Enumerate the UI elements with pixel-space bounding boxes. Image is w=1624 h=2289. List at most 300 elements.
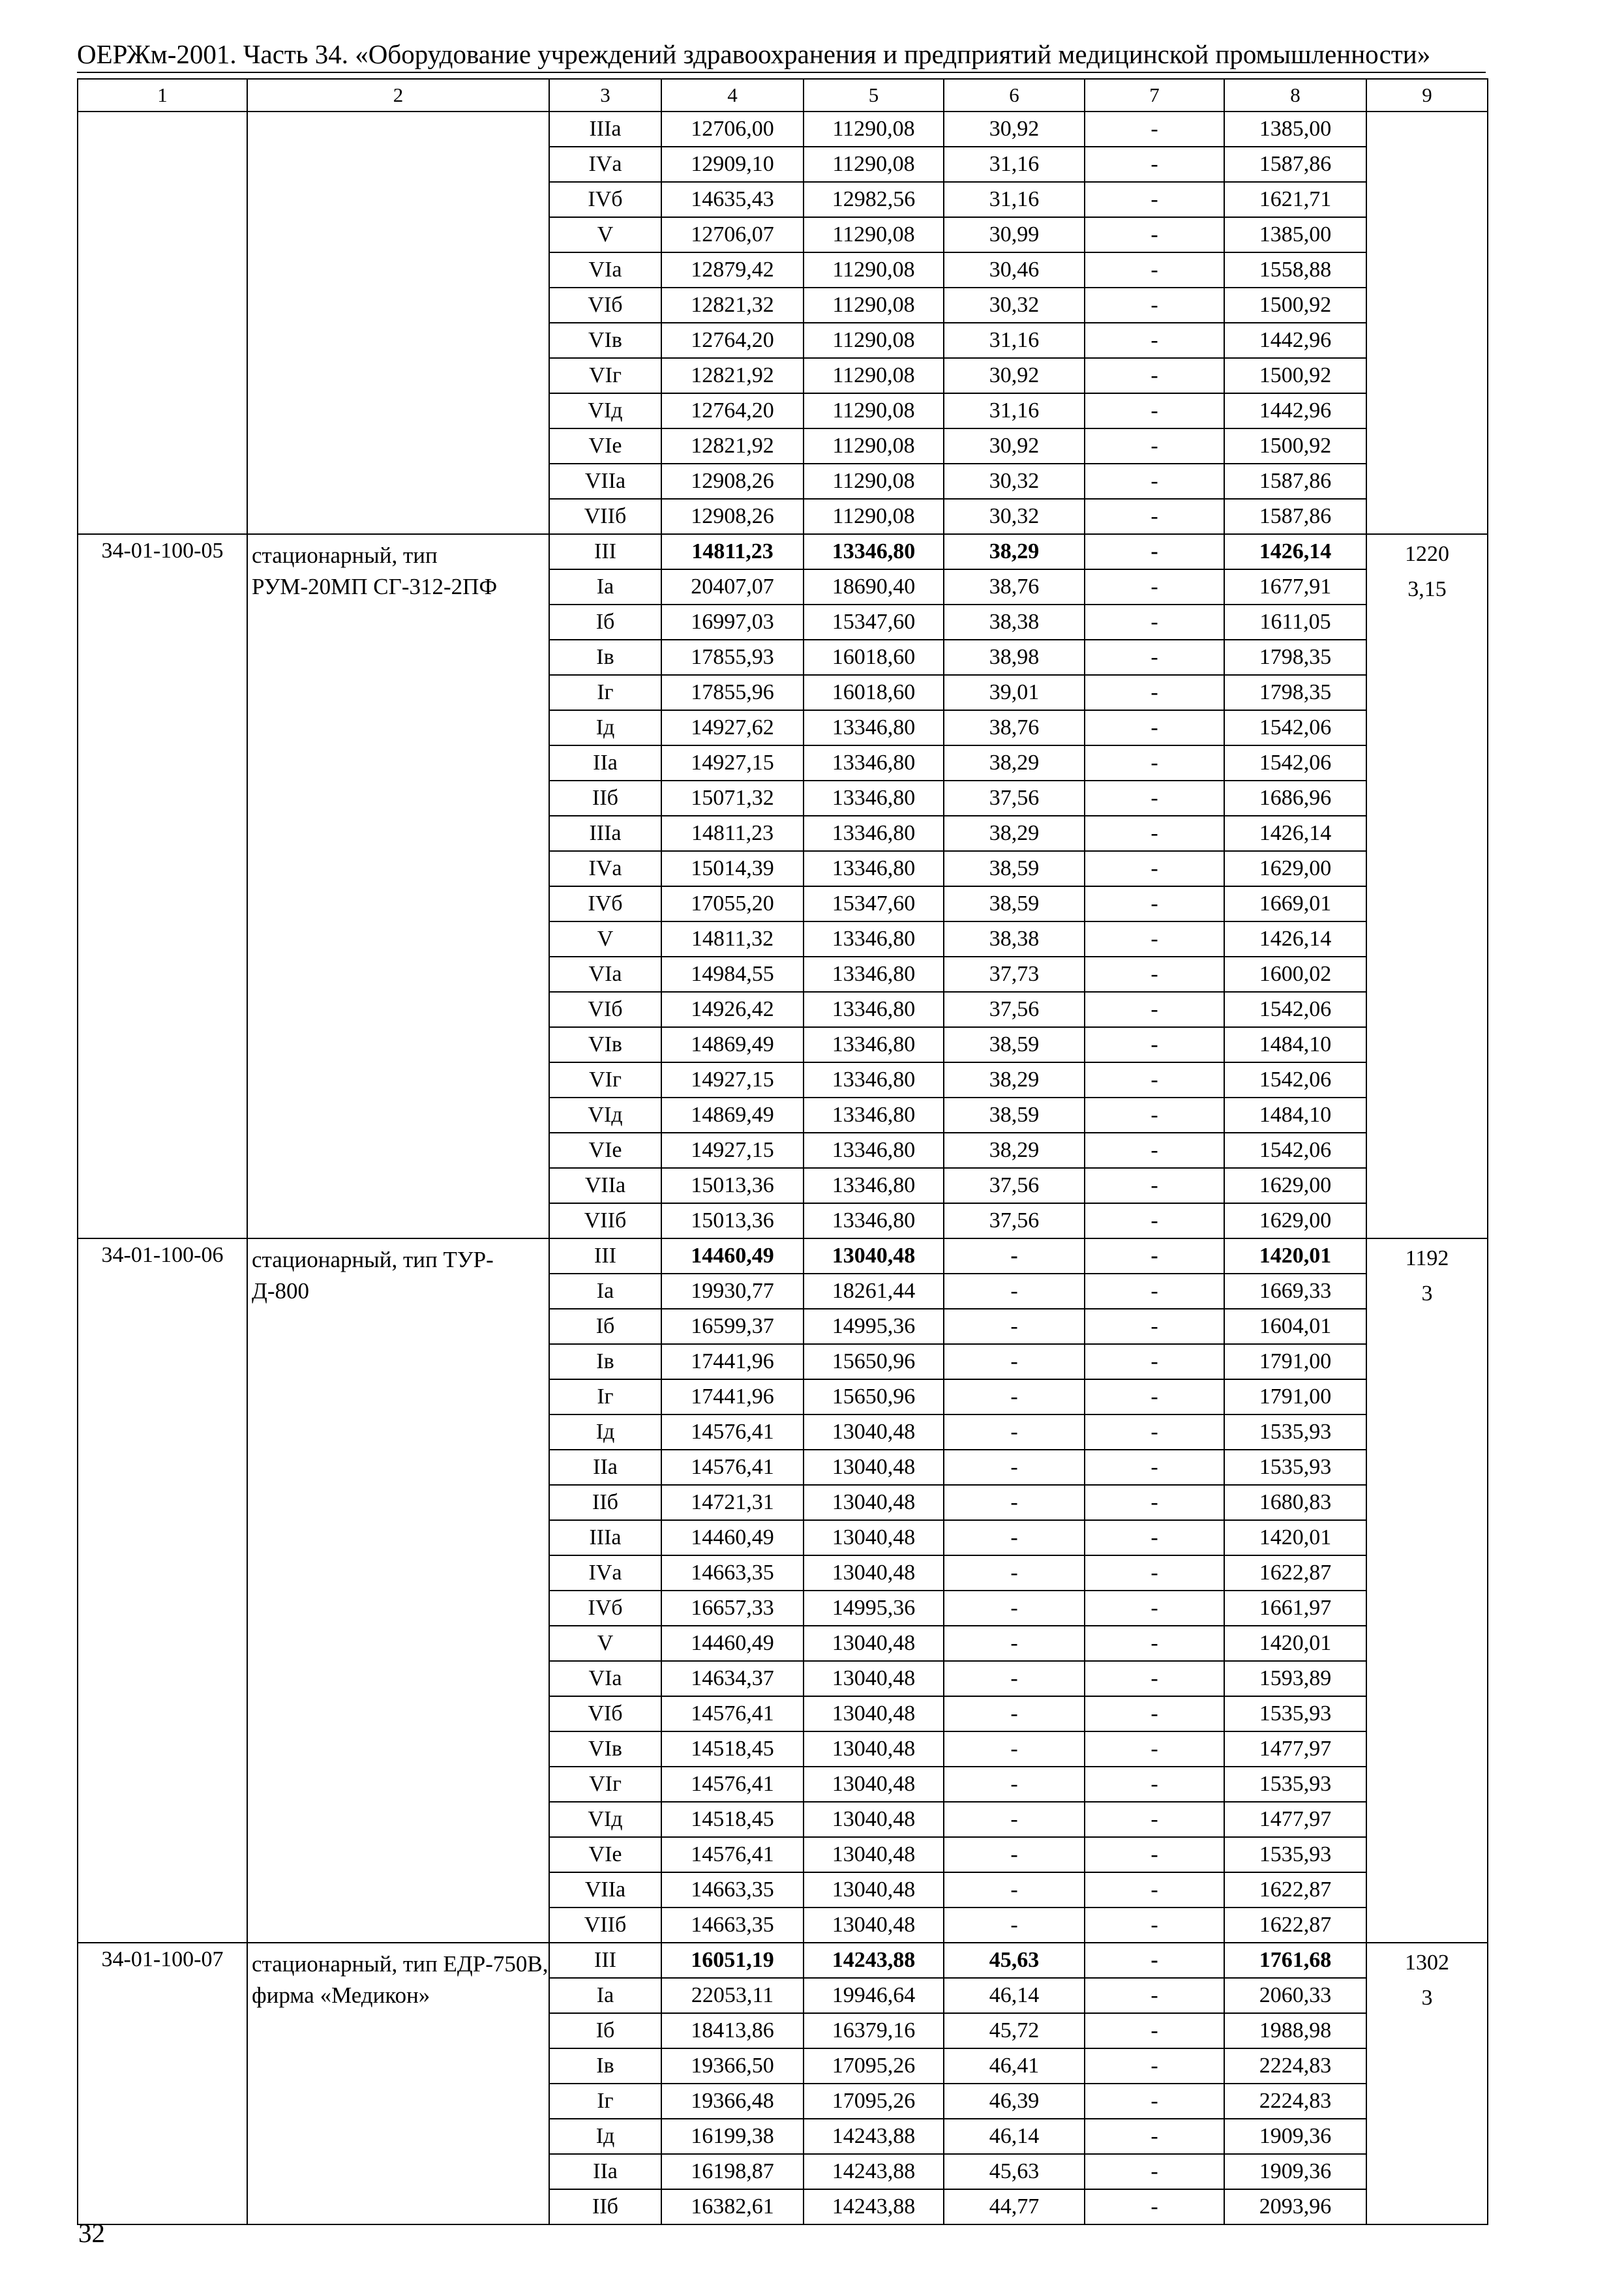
wages-cell: 13346,80 [804, 957, 944, 992]
machines-cell: - [944, 1414, 1085, 1450]
materials-cell: 1587,86 [1224, 464, 1366, 499]
total-cost-cell: 14635,43 [661, 182, 804, 217]
zone-cell: Iб [549, 2013, 661, 2048]
machines-cell: 30,46 [944, 252, 1085, 288]
column-number: 3 [549, 79, 661, 112]
column-number: 9 [1366, 79, 1488, 112]
total-cost-cell: 16382,61 [661, 2189, 804, 2224]
zone-cell: VIIб [549, 499, 661, 534]
materials-cell: 1661,97 [1224, 1591, 1366, 1626]
total-cost-cell: 17441,96 [661, 1379, 804, 1414]
labor-cost-cell [1366, 1238, 1488, 1943]
zone-cell: VIб [549, 288, 661, 323]
wages-cell: 14243,88 [804, 1943, 944, 1978]
zone-cell: VIд [549, 1802, 661, 1837]
zone-cell: VIд [549, 393, 661, 428]
total-cost-cell: 19930,77 [661, 1274, 804, 1309]
machines-cell: - [944, 1731, 1085, 1767]
machines-cell: 37,56 [944, 1203, 1085, 1238]
wages-cell: 18261,44 [804, 1274, 944, 1309]
machines-cell: 31,16 [944, 182, 1085, 217]
total-cost-cell: 14576,41 [661, 1837, 804, 1872]
zone-cell: IIб [549, 1485, 661, 1520]
zone-cell: VIг [549, 1767, 661, 1802]
position-code: 34-01-100-05 [78, 534, 247, 1238]
zone-cell: IVб [549, 182, 661, 217]
materials-cell: 1686,96 [1224, 781, 1366, 816]
total-cost-cell: 12764,20 [661, 323, 804, 358]
materials-cell: 1500,92 [1224, 288, 1366, 323]
zone-cell: IVа [549, 147, 661, 182]
total-cost-cell: 12908,26 [661, 499, 804, 534]
zone-cell: IVа [549, 851, 661, 886]
wages-cell: 13346,80 [804, 1027, 944, 1062]
zone-cell: VIIб [549, 1203, 661, 1238]
materials-cell: 1621,71 [1224, 182, 1366, 217]
materials-cell: 1622,87 [1224, 1908, 1366, 1943]
column-number: 4 [661, 79, 804, 112]
labor-hours: 1192 [1405, 1246, 1449, 1270]
zone-cell: V [549, 921, 661, 957]
zone-cell: VIв [549, 1027, 661, 1062]
drivers-wages-cell: - [1085, 1767, 1224, 1802]
materials-cell: 1761,68 [1224, 1943, 1366, 1978]
materials-cell: 1909,36 [1224, 2154, 1366, 2189]
machines-cell: 37,56 [944, 1168, 1085, 1203]
drivers-wages-cell: - [1085, 1802, 1224, 1837]
total-cost-cell: 14869,49 [661, 1098, 804, 1133]
drivers-wages-cell: - [1085, 252, 1224, 288]
zone-cell: IVб [549, 886, 661, 921]
wages-cell: 16379,16 [804, 2013, 944, 2048]
machines-cell: 38,38 [944, 605, 1085, 640]
machines-cell: 38,76 [944, 569, 1085, 605]
drivers-wages-cell: - [1085, 1274, 1224, 1309]
machines-cell: - [944, 1837, 1085, 1872]
drivers-wages-cell: - [1085, 1133, 1224, 1168]
materials-cell: 1680,83 [1224, 1485, 1366, 1520]
drivers-wages-cell: - [1085, 464, 1224, 499]
table-row [78, 1943, 1488, 1978]
materials-cell: 1798,35 [1224, 675, 1366, 710]
total-cost-cell: 14518,45 [661, 1802, 804, 1837]
machines-cell: 31,16 [944, 323, 1085, 358]
zone-cell: VIа [549, 957, 661, 992]
wages-cell: 11290,08 [804, 464, 944, 499]
materials-cell: 1426,14 [1224, 816, 1366, 851]
wages-cell: 13346,80 [804, 1098, 944, 1133]
materials-cell: 1622,87 [1224, 1555, 1366, 1591]
total-cost-cell: 14663,35 [661, 1908, 804, 1943]
total-cost-cell: 16599,37 [661, 1309, 804, 1344]
machines-cell: 38,76 [944, 710, 1085, 745]
zone-cell: VIг [549, 1062, 661, 1098]
machines-cell: - [944, 1661, 1085, 1696]
wages-cell: 13346,80 [804, 1203, 944, 1238]
machines-cell: 38,29 [944, 1133, 1085, 1168]
price-table [77, 78, 1488, 2225]
machines-cell: 30,99 [944, 217, 1085, 252]
position-code [78, 112, 247, 534]
wages-cell: 13040,48 [804, 1661, 944, 1696]
total-cost-cell: 14663,35 [661, 1555, 804, 1591]
zone-cell: IIIа [549, 816, 661, 851]
column-number: 6 [944, 79, 1085, 112]
machines-cell: 37,56 [944, 781, 1085, 816]
total-cost-cell: 17855,93 [661, 640, 804, 675]
materials-cell: 1988,98 [1224, 2013, 1366, 2048]
materials-cell: 1426,14 [1224, 921, 1366, 957]
drivers-wages-cell: - [1085, 288, 1224, 323]
machines-cell: 38,38 [944, 921, 1085, 957]
machines-cell: 30,92 [944, 358, 1085, 393]
column-number: 7 [1085, 79, 1224, 112]
labor-hours: 1220 [1405, 542, 1449, 566]
zone-cell: Iв [549, 2048, 661, 2084]
machines-cell: 38,29 [944, 1062, 1085, 1098]
table-row [78, 1238, 1488, 1274]
wages-cell: 13346,80 [804, 534, 944, 569]
drivers-wages-cell: - [1085, 1485, 1224, 1520]
zone-cell: Iг [549, 1379, 661, 1414]
machines-cell: - [944, 1344, 1085, 1379]
zone-cell: VIа [549, 252, 661, 288]
drivers-wages-cell: - [1085, 534, 1224, 569]
wages-cell: 16018,60 [804, 640, 944, 675]
drivers-wages-cell: - [1085, 1978, 1224, 2013]
drivers-wages-cell: - [1085, 323, 1224, 358]
machines-cell: 30,32 [944, 499, 1085, 534]
zone-cell: VIб [549, 992, 661, 1027]
wages-cell: 13346,80 [804, 1133, 944, 1168]
total-cost-cell: 14927,62 [661, 710, 804, 745]
wages-cell: 13040,48 [804, 1414, 944, 1450]
machines-cell: 30,32 [944, 464, 1085, 499]
drivers-wages-cell: - [1085, 745, 1224, 781]
machines-cell: - [944, 1238, 1085, 1274]
total-cost-cell: 16657,33 [661, 1591, 804, 1626]
wages-cell: 15650,96 [804, 1344, 944, 1379]
position-name: стационарный, тип РУМ-20МП СГ-312-2ПФ [247, 534, 549, 1238]
worker-grade: 3 [1421, 1281, 1433, 1306]
materials-cell: 1484,10 [1224, 1098, 1366, 1133]
materials-cell: 1600,02 [1224, 957, 1366, 992]
drivers-wages-cell: - [1085, 1344, 1224, 1379]
drivers-wages-cell: - [1085, 816, 1224, 851]
wages-cell: 11290,08 [804, 428, 944, 464]
total-cost-cell: 14869,49 [661, 1027, 804, 1062]
drivers-wages-cell: - [1085, 393, 1224, 428]
machines-cell: 37,73 [944, 957, 1085, 992]
drivers-wages-cell: - [1085, 1591, 1224, 1626]
drivers-wages-cell: - [1085, 1098, 1224, 1133]
position-name [247, 112, 549, 534]
wages-cell: 14243,88 [804, 2154, 944, 2189]
machines-cell: - [944, 1802, 1085, 1837]
zone-cell: III [549, 1238, 661, 1274]
machines-cell: - [944, 1908, 1085, 1943]
worker-grade: 3 [1421, 1986, 1433, 2010]
drivers-wages-cell: - [1085, 1555, 1224, 1591]
materials-cell: 1587,86 [1224, 147, 1366, 182]
wages-cell: 13346,80 [804, 992, 944, 1027]
drivers-wages-cell: - [1085, 1450, 1224, 1485]
zone-cell: VIв [549, 1731, 661, 1767]
total-cost-cell: 12908,26 [661, 464, 804, 499]
materials-cell: 1604,01 [1224, 1309, 1366, 1344]
materials-cell: 1542,06 [1224, 1062, 1366, 1098]
table-row [78, 112, 1488, 147]
wages-cell: 13040,48 [804, 1872, 944, 1908]
zone-cell: IIа [549, 745, 661, 781]
drivers-wages-cell: - [1085, 1731, 1224, 1767]
zone-cell: VIе [549, 1837, 661, 1872]
position-code: 34-01-100-07 [78, 1943, 247, 2224]
wages-cell: 13040,48 [804, 1520, 944, 1555]
drivers-wages-cell: - [1085, 640, 1224, 675]
zone-cell: IVб [549, 1591, 661, 1626]
machines-cell: 38,59 [944, 1098, 1085, 1133]
machines-cell: 38,59 [944, 886, 1085, 921]
zone-cell: Iа [549, 569, 661, 605]
wages-cell: 14243,88 [804, 2119, 944, 2154]
materials-cell: 1500,92 [1224, 428, 1366, 464]
wages-cell: 14995,36 [804, 1309, 944, 1344]
materials-cell: 1677,91 [1224, 569, 1366, 605]
drivers-wages-cell: - [1085, 182, 1224, 217]
zone-cell: VIIа [549, 1168, 661, 1203]
wages-cell: 13040,48 [804, 1837, 944, 1872]
position-name: стационарный, тип ТУР-Д-800 [247, 1238, 549, 1943]
machines-cell: - [944, 1626, 1085, 1661]
wages-cell: 13040,48 [804, 1802, 944, 1837]
materials-cell: 1442,96 [1224, 393, 1366, 428]
total-cost-cell: 14811,23 [661, 816, 804, 851]
materials-cell: 2060,33 [1224, 1978, 1366, 2013]
total-cost-cell: 20407,07 [661, 569, 804, 605]
total-cost-cell: 14576,41 [661, 1696, 804, 1731]
wages-cell: 13346,80 [804, 781, 944, 816]
drivers-wages-cell: - [1085, 605, 1224, 640]
materials-cell: 1420,01 [1224, 1238, 1366, 1274]
total-cost-cell: 14518,45 [661, 1731, 804, 1767]
column-number: 2 [247, 79, 549, 112]
wages-cell: 13346,80 [804, 710, 944, 745]
drivers-wages-cell: - [1085, 1379, 1224, 1414]
zone-cell: IIа [549, 2154, 661, 2189]
drivers-wages-cell: - [1085, 1168, 1224, 1203]
total-cost-cell: 12706,07 [661, 217, 804, 252]
materials-cell: 1558,88 [1224, 252, 1366, 288]
drivers-wages-cell: - [1085, 921, 1224, 957]
drivers-wages-cell: - [1085, 147, 1224, 182]
drivers-wages-cell: - [1085, 1309, 1224, 1344]
drivers-wages-cell: - [1085, 1872, 1224, 1908]
machines-cell: 30,32 [944, 288, 1085, 323]
column-number: 8 [1224, 79, 1366, 112]
machines-cell: - [944, 1591, 1085, 1626]
drivers-wages-cell: - [1085, 1238, 1224, 1274]
zone-cell: IVа [549, 1555, 661, 1591]
machines-cell: 39,01 [944, 675, 1085, 710]
zone-cell: VIIб [549, 1908, 661, 1943]
drivers-wages-cell: - [1085, 2013, 1224, 2048]
drivers-wages-cell: - [1085, 1203, 1224, 1238]
wages-cell: 13040,48 [804, 1696, 944, 1731]
total-cost-cell: 16997,03 [661, 605, 804, 640]
total-cost-cell: 14984,55 [661, 957, 804, 992]
materials-cell: 2224,83 [1224, 2048, 1366, 2084]
total-cost-cell: 14576,41 [661, 1414, 804, 1450]
total-cost-cell: 12764,20 [661, 393, 804, 428]
drivers-wages-cell: - [1085, 2154, 1224, 2189]
drivers-wages-cell: - [1085, 1908, 1224, 1943]
wages-cell: 19946,64 [804, 1978, 944, 2013]
machines-cell: - [944, 1520, 1085, 1555]
column-number-row [78, 79, 1488, 112]
wages-cell: 18690,40 [804, 569, 944, 605]
machines-cell: 30,92 [944, 112, 1085, 147]
wages-cell: 13346,80 [804, 851, 944, 886]
materials-cell: 1542,06 [1224, 745, 1366, 781]
drivers-wages-cell: - [1085, 1943, 1224, 1978]
total-cost-cell: 22053,11 [661, 1978, 804, 2013]
materials-cell: 1611,05 [1224, 605, 1366, 640]
total-cost-cell: 14811,32 [661, 921, 804, 957]
machines-cell: 38,29 [944, 534, 1085, 569]
drivers-wages-cell: - [1085, 1062, 1224, 1098]
zone-cell: Iд [549, 1414, 661, 1450]
machines-cell: 38,98 [944, 640, 1085, 675]
drivers-wages-cell: - [1085, 1414, 1224, 1450]
drivers-wages-cell: - [1085, 1626, 1224, 1661]
machines-cell: 38,59 [944, 1027, 1085, 1062]
materials-cell: 2093,96 [1224, 2189, 1366, 2224]
zone-cell: VIе [549, 428, 661, 464]
materials-cell: 1669,01 [1224, 886, 1366, 921]
drivers-wages-cell: - [1085, 2189, 1224, 2224]
materials-cell: 1909,36 [1224, 2119, 1366, 2154]
total-cost-cell: 18413,86 [661, 2013, 804, 2048]
materials-cell: 1535,93 [1224, 1837, 1366, 1872]
wages-cell: 15347,60 [804, 605, 944, 640]
machines-cell: 31,16 [944, 393, 1085, 428]
zone-cell: Iв [549, 640, 661, 675]
wages-cell: 13346,80 [804, 1168, 944, 1203]
drivers-wages-cell: - [1085, 851, 1224, 886]
total-cost-cell: 12821,92 [661, 358, 804, 393]
total-cost-cell: 14460,49 [661, 1626, 804, 1661]
total-cost-cell: 14576,41 [661, 1767, 804, 1802]
materials-cell: 1542,06 [1224, 1133, 1366, 1168]
drivers-wages-cell: - [1085, 675, 1224, 710]
wages-cell: 13040,48 [804, 1767, 944, 1802]
drivers-wages-cell: - [1085, 112, 1224, 147]
total-cost-cell: 14927,15 [661, 1133, 804, 1168]
total-cost-cell: 17441,96 [661, 1344, 804, 1379]
machines-cell: 45,63 [944, 2154, 1085, 2189]
total-cost-cell: 16051,19 [661, 1943, 804, 1978]
materials-cell: 1426,14 [1224, 534, 1366, 569]
drivers-wages-cell: - [1085, 886, 1224, 921]
wages-cell: 15650,96 [804, 1379, 944, 1414]
total-cost-cell: 19366,48 [661, 2084, 804, 2119]
page-number: 32 [78, 2218, 105, 2248]
drivers-wages-cell: - [1085, 1837, 1224, 1872]
machines-cell: - [944, 1767, 1085, 1802]
total-cost-cell: 14926,42 [661, 992, 804, 1027]
wages-cell: 13040,48 [804, 1238, 944, 1274]
total-cost-cell: 15013,36 [661, 1168, 804, 1203]
total-cost-cell: 19366,50 [661, 2048, 804, 2084]
drivers-wages-cell: - [1085, 957, 1224, 992]
zone-cell: VIд [549, 1098, 661, 1133]
machines-cell: - [944, 1274, 1085, 1309]
machines-cell: - [944, 1379, 1085, 1414]
wages-cell: 13040,48 [804, 1626, 944, 1661]
machines-cell: 38,29 [944, 745, 1085, 781]
total-cost-cell: 12879,42 [661, 252, 804, 288]
machines-cell: - [944, 1450, 1085, 1485]
total-cost-cell: 14460,49 [661, 1520, 804, 1555]
zone-cell: VIIа [549, 1872, 661, 1908]
drivers-wages-cell: - [1085, 569, 1224, 605]
zone-cell: VIIа [549, 464, 661, 499]
drivers-wages-cell: - [1085, 358, 1224, 393]
drivers-wages-cell: - [1085, 1520, 1224, 1555]
zone-cell: IIIа [549, 112, 661, 147]
materials-cell: 1535,93 [1224, 1414, 1366, 1450]
wages-cell: 13040,48 [804, 1908, 944, 1943]
machines-cell: - [944, 1696, 1085, 1731]
drivers-wages-cell: - [1085, 499, 1224, 534]
wages-cell: 15347,60 [804, 886, 944, 921]
materials-cell: 1442,96 [1224, 323, 1366, 358]
zone-cell: IIа [549, 1450, 661, 1485]
drivers-wages-cell: - [1085, 2084, 1224, 2119]
machines-cell: - [944, 1485, 1085, 1520]
wages-cell: 16018,60 [804, 675, 944, 710]
wages-cell: 14995,36 [804, 1591, 944, 1626]
machines-cell: 30,92 [944, 428, 1085, 464]
materials-cell: 1385,00 [1224, 112, 1366, 147]
wages-cell: 11290,08 [804, 112, 944, 147]
materials-cell: 1542,06 [1224, 992, 1366, 1027]
wages-cell: 11290,08 [804, 217, 944, 252]
materials-cell: 1542,06 [1224, 710, 1366, 745]
machines-cell: 45,63 [944, 1943, 1085, 1978]
worker-grade: 3,15 [1407, 577, 1447, 601]
zone-cell: Iа [549, 1978, 661, 2013]
drivers-wages-cell: - [1085, 2119, 1224, 2154]
materials-cell: 1629,00 [1224, 851, 1366, 886]
wages-cell: 12982,56 [804, 182, 944, 217]
labor-hours: 1302 [1405, 1951, 1449, 1975]
zone-cell: VIа [549, 1661, 661, 1696]
total-cost-cell: 16198,87 [661, 2154, 804, 2189]
wages-cell: 13040,48 [804, 1731, 944, 1767]
materials-cell: 1535,93 [1224, 1450, 1366, 1485]
total-cost-cell: 15013,36 [661, 1203, 804, 1238]
zone-cell: III [549, 534, 661, 569]
page-header: ОЕРЖм-2001. Часть 34. «Оборудование учреждений здравоохранения и предприятий медицинской промышленности» [77, 39, 1431, 69]
wages-cell: 11290,08 [804, 288, 944, 323]
wages-cell: 13040,48 [804, 1555, 944, 1591]
materials-cell: 1535,93 [1224, 1767, 1366, 1802]
zone-cell: VIв [549, 323, 661, 358]
total-cost-cell: 15071,32 [661, 781, 804, 816]
materials-cell: 1385,00 [1224, 217, 1366, 252]
